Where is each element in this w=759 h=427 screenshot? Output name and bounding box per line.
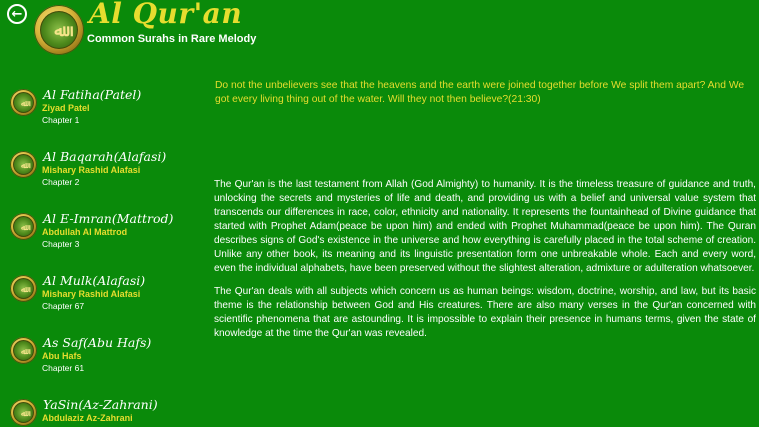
surah-item-al-fatiha[interactable] [0, 78, 205, 138]
quran-seal-icon: ﷲ [13, 154, 34, 175]
surah-chapter: Chapter 1 [42, 115, 80, 125]
featured-verse: Do not the unbelievers see that the heavens and the earth were joined together before We split them apart? And We got every living thing out of the water. Will they not then believe?(21:30) [215, 80, 745, 105]
quran-seal-icon: ﷲ [13, 216, 34, 237]
surah-reciter: Abdulaziz Az-Zahrani [42, 413, 133, 423]
surah-seal [10, 151, 37, 178]
surah-chapter: Chapter 3 [42, 239, 80, 249]
surah-name: YaSin(Az-Zahrani) [43, 397, 158, 412]
app-title: Al Qur'an [89, 0, 243, 30]
app-subtitle: Common Surahs in Rare Melody [87, 33, 257, 45]
about-text [214, 178, 756, 350]
surah-list[interactable] [0, 78, 205, 427]
quran-seal-icon: ﷲ [13, 402, 34, 423]
back-button[interactable] [7, 4, 27, 24]
surah-seal [10, 275, 37, 302]
surah-reciter: Mishary Rashid Alafasi [42, 289, 141, 299]
surah-name: Al E-Imran(Mattrod) [43, 211, 174, 226]
about-paragraph: The Qur'an deals with all subjects which concern us as human beings: wisdom, doctrine, worship, and law, but its basic theme is the relationship between God and His creatures. There are also many verses in the Qur'an concerned with scientific phenomena that are astounding. It is impossible to explain their presence in humans terms, given the state of knowledge at the time the Qur'an was revealed. [214, 286, 756, 339]
surah-item-yasin[interactable] [0, 388, 205, 427]
surah-item-al-mulk[interactable] [0, 264, 205, 324]
surah-item-as-saf[interactable] [0, 326, 205, 386]
surah-reciter: Abdullah Al Mattrod [42, 227, 128, 237]
quran-seal-icon: ﷲ [13, 340, 34, 361]
quran-seal-icon: ﷲ [13, 278, 34, 299]
surah-seal [10, 213, 37, 240]
surah-chapter: Chapter 61 [42, 363, 85, 373]
back-arrow-icon: ← [11, 6, 23, 22]
app-logo [34, 5, 84, 55]
surah-name: As Saf(Abu Hafs) [43, 335, 152, 350]
surah-reciter: Mishary Rashid Alafasi [42, 165, 141, 175]
surah-name: Al Fatiha(Patel) [43, 87, 142, 102]
surah-reciter: Ziyad Patel [42, 103, 90, 113]
quran-seal-icon: ﷲ [40, 11, 78, 49]
surah-seal [10, 89, 37, 116]
surah-chapter: Chapter 67 [42, 301, 85, 311]
surah-chapter: Chapter 2 [42, 177, 80, 187]
surah-reciter: Abu Hafs [42, 351, 82, 361]
about-paragraph: The Qur'an is the last testament from Allah (God Almighty) to humanity. It is the timeless treasure of guidance and truth, unlocking the secrets and mysteries of life and death, and providing us with a belief and universal value system that transcends our differences in race, color, ethnicity and nationality. It represents the fountainhead of Divine guidance that started with Prophet Adam(peace be upon him) and ended with Prophet Muhammad(peace be upon him). The Quran describes signs of God's existence in the universe and how everything is carefully placed in the total scheme of creation. Unlike any other book, its meaning and its linguistic presentation form one unbreakable whole. Each and every word, even the individual alphabets, have been preserved without the slightest alteration, admixture or adulteration whatsoever. [214, 179, 756, 274]
surah-name: Al Baqarah(Alafasi) [43, 149, 167, 164]
surah-name: Al Mulk(Alafasi) [43, 273, 146, 288]
surah-item-al-e-imran[interactable] [0, 202, 205, 262]
surah-seal [10, 399, 37, 426]
surah-seal [10, 337, 37, 364]
surah-item-al-baqarah[interactable] [0, 140, 205, 200]
quran-seal-icon: ﷲ [13, 92, 34, 113]
